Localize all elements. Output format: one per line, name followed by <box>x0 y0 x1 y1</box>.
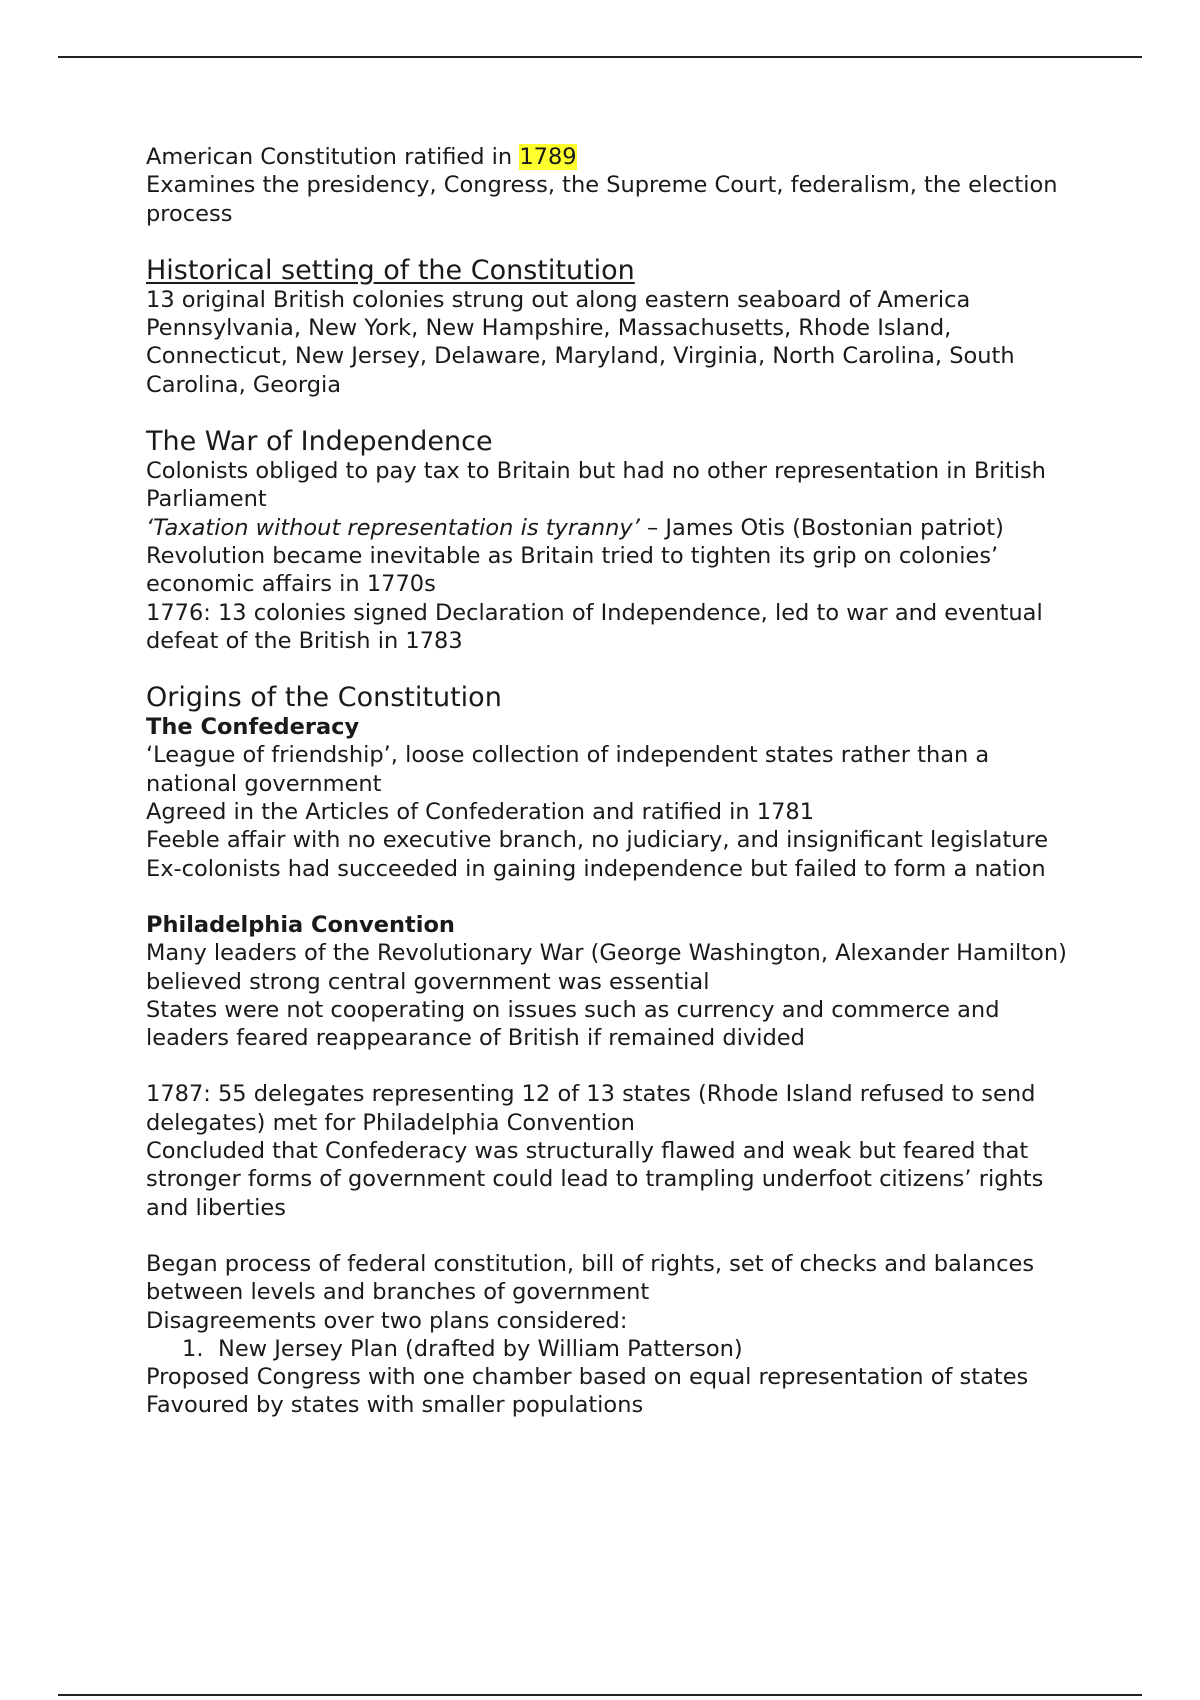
philadelphia-leaders-paragraph: Many leaders of the Revolutionary War (George Washington, Alexander Hamilton) believed strong central government was essential <box>146 940 1067 995</box>
confederacy-feeble-paragraph: Feeble affair with no executive branch, no judiciary, and insignificant legislature <box>146 827 1049 854</box>
list-item-text: New Jersey Plan (drafted by William Patterson) <box>218 1335 743 1362</box>
otis-attribution: – James Otis (Bostonian patriot) <box>639 514 1004 541</box>
philadelphia-concluded-paragraph: Concluded that Confederacy was structurally flawed and weak but feared that stronger forms of government could lead to trampling underfoot citizens’ rights and liberties <box>146 1138 1044 1221</box>
intro-ratified-line <box>146 143 1076 171</box>
confederacy-articles-paragraph: Agreed in the Articles of Confederation and ratified in 1781 <box>146 799 815 826</box>
philadelphia-favoured-paragraph: Favoured by states with smaller populations <box>146 1392 644 1419</box>
subheading-philadelphia: Philadelphia Convention <box>146 911 455 938</box>
philadelphia-congress-paragraph: Proposed Congress with one chamber based on equal representation of states <box>146 1364 1029 1391</box>
philadelphia-disagreements-paragraph: Disagreements over two plans considered: <box>146 1307 628 1334</box>
highlighted-year: 1789 <box>519 144 577 170</box>
footer-rule <box>58 1694 1142 1696</box>
war-tax-paragraph: Colonists obliged to pay tax to Britain but had no other representation in British Parliament <box>146 458 1046 513</box>
document-body <box>146 143 1076 1420</box>
historical-colonies-line: 13 original British colonies strung out along eastern seaboard of America <box>146 286 971 313</box>
philadelphia-states-paragraph: States were not cooperating on issues such as currency and commerce and leaders feared reappearance of British if remained divided <box>146 996 1000 1052</box>
intro-examines-line: Examines the presidency, Congress, the Supreme Court, federalism, the election process <box>146 172 1058 227</box>
subheading-confederacy: The Confederacy <box>146 714 360 741</box>
historical-states-list: Pennsylvania, New York, New Hampshire, Massachusetts, Rhode Island, Connecticut, New Jersey, Delaware, Maryland, Virginia, North Carolina, South Carolina, Georgia <box>146 315 1015 398</box>
war-revolution-paragraph: Revolution became inevitable as Britain tried to tighten its grip on colonies’ economic affairs in 1770s <box>146 542 999 598</box>
header-rule <box>58 56 1142 58</box>
otis-quote: ‘Taxation without representation is tyranny’ <box>146 514 640 541</box>
heading-historical-setting: Historical setting of the Constitution <box>146 254 635 286</box>
list-item <box>146 1335 1076 1363</box>
confederacy-nation-paragraph: Ex-colonists had succeeded in gaining independence but failed to form a nation <box>146 855 1046 882</box>
philadelphia-process-paragraph: Began process of federal constitution, bill of rights, set of checks and balances between levels and branches of government <box>146 1250 1035 1306</box>
list-item-number: 1. <box>182 1335 204 1362</box>
intro-ratified-text: American Constitution ratified in <box>146 144 520 170</box>
war-quote-paragraph <box>146 514 1076 542</box>
philadelphia-1787-paragraph: 1787: 55 delegates representing 12 of 13 states (Rhode Island refused to send delegates) met for Philadelphia Convention <box>146 1081 1036 1136</box>
war-1776-paragraph: 1776: 13 colonies signed Declaration of Independence, led to war and eventual defeat of the British in 1783 <box>146 599 1043 654</box>
confederacy-league-paragraph: ‘League of friendship’, loose collection of independent states rather than a national government <box>146 742 990 797</box>
heading-origins: Origins of the Constitution <box>146 682 502 714</box>
heading-war-of-independence: The War of Independence <box>146 426 493 458</box>
